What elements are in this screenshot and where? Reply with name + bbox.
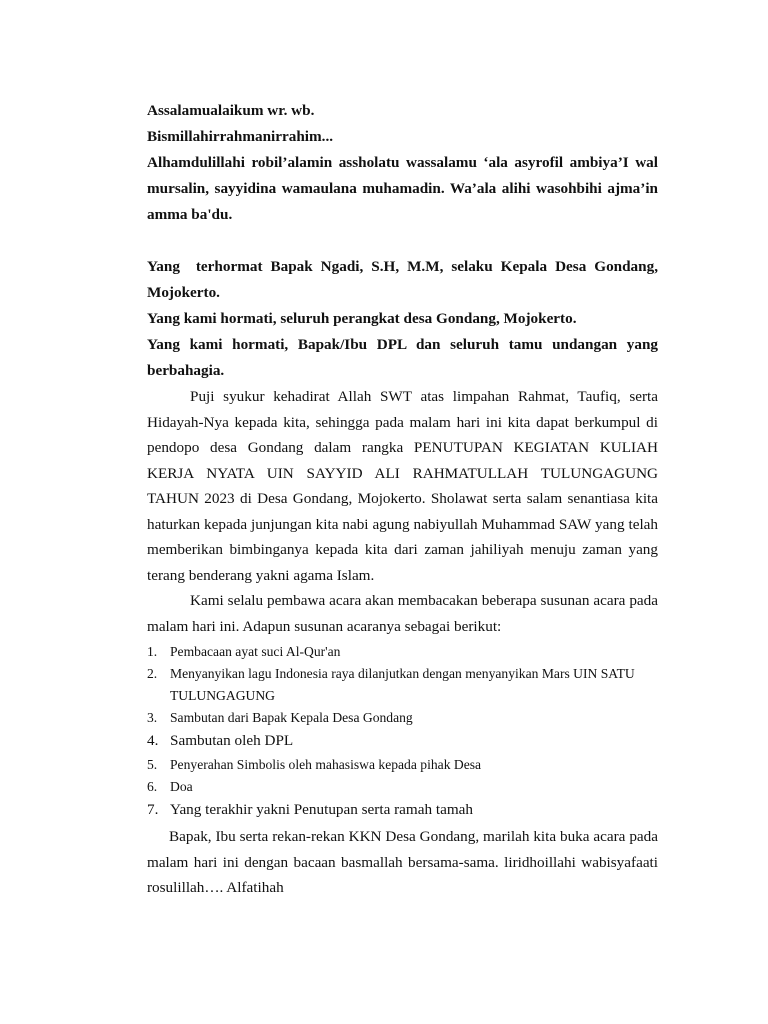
body-paragraph-opening: Puji syukur kehadirat Allah SWT atas limpahan Rahmat, Taufiq, serta Hidayah-Nya kepada kita, sehingga pada malam hari ini kita dapat berkumpul di pendopo desa Gondang dalam rangka PENUTUPAN KEGIATAN KULIAH KERJA NYATA UIN SAYYID ALI RAHMATULLAH TULUNGAGUNG TAHUN 2023 di Desa Gondang, Mojokerto. Sholawat serta salam senantiasa kita haturkan kepada junjungan kita nabi agung nabiyullah Muhammad SAW yang telah memberikan bimbinganya kepada kita dari zaman jahiliyah menuju zaman yang terang benderang yakni agama Islam. bbox=[147, 388, 658, 584]
agenda-text: Penyerahan Simbolis oleh mahasiswa kepada pihak Desa bbox=[170, 756, 482, 772]
blank-line bbox=[147, 228, 658, 254]
agenda-item bbox=[147, 754, 658, 776]
agenda-number: 2. bbox=[147, 666, 158, 681]
closing-paragraph: Bapak, Ibu serta rekan-rekan KKN Desa Gondang, marilah kita buka acara pada malam hari ini dengan bacaan basmallah bersama-sama. liridhoillahi wabisyafaati rosulillah…. Alfatihah bbox=[147, 828, 658, 896]
agenda-text: Doa bbox=[170, 778, 193, 794]
agenda-number: 7. bbox=[147, 800, 159, 818]
salutation-dpl-tamu: Yang kami hormati, Bapak/Ibu DPL dan seluruh tamu undangan yang berbahagia. bbox=[147, 336, 658, 379]
agenda-list bbox=[147, 641, 658, 822]
agenda-text: Sambutan oleh DPL bbox=[170, 732, 294, 749]
salutation-perangkat-desa: Yang kami hormati, seluruh perangkat desa Gondang, Mojokerto. bbox=[147, 310, 577, 327]
agenda-item bbox=[147, 798, 658, 823]
agenda-item bbox=[147, 707, 658, 729]
agenda-number: 3. bbox=[147, 710, 158, 725]
agenda-number: 4. bbox=[147, 732, 159, 749]
agenda-item bbox=[147, 641, 658, 663]
document-page bbox=[147, 98, 662, 901]
agenda-text: Sambutan dari Bapak Kepala Desa Gondang bbox=[170, 710, 413, 725]
agenda-text: Yang terakhir yakni Penutupan serta ramah tamah bbox=[170, 800, 473, 818]
greeting-hamdalah: Alhamdulillahi robil’alamin assholatu wassalamu ‘ala asyrofil ambiya’I wal mursalin, sayyidina wamaulana muhamadin. Wa’ala alihi wasohbihi ajma’in amma ba'du. bbox=[147, 154, 658, 223]
agenda-number: 6. bbox=[147, 778, 158, 794]
agenda-text: Pembacaan ayat suci Al-Qur'an bbox=[170, 644, 341, 659]
agenda-item bbox=[147, 776, 658, 798]
greeting-basmalah: Bismillahirrahmanirrahim... bbox=[147, 128, 334, 145]
agenda-item bbox=[147, 663, 658, 707]
salutation-kepala-desa: Yang terhormat Bapak Ngadi, S.H, M.M, selaku Kepala Desa Gondang, Mojokerto. bbox=[147, 258, 662, 301]
greeting-salam: Assalamualaikum wr. wb. bbox=[147, 102, 315, 119]
agenda-text: Menyanyikan lagu Indonesia raya dilanjutkan dengan menyanyikan Mars UIN SATU TULUNGAGUNG bbox=[170, 666, 635, 703]
agenda-number: 5. bbox=[147, 756, 158, 772]
agenda-item bbox=[147, 729, 658, 754]
body-paragraph-agenda-intro: Kami selalu pembawa acara akan membacakan beberapa susunan acara pada malam hari ini. Adapun susunan acaranya sebagai berikut: bbox=[147, 592, 658, 635]
agenda-number: 1. bbox=[147, 644, 158, 659]
